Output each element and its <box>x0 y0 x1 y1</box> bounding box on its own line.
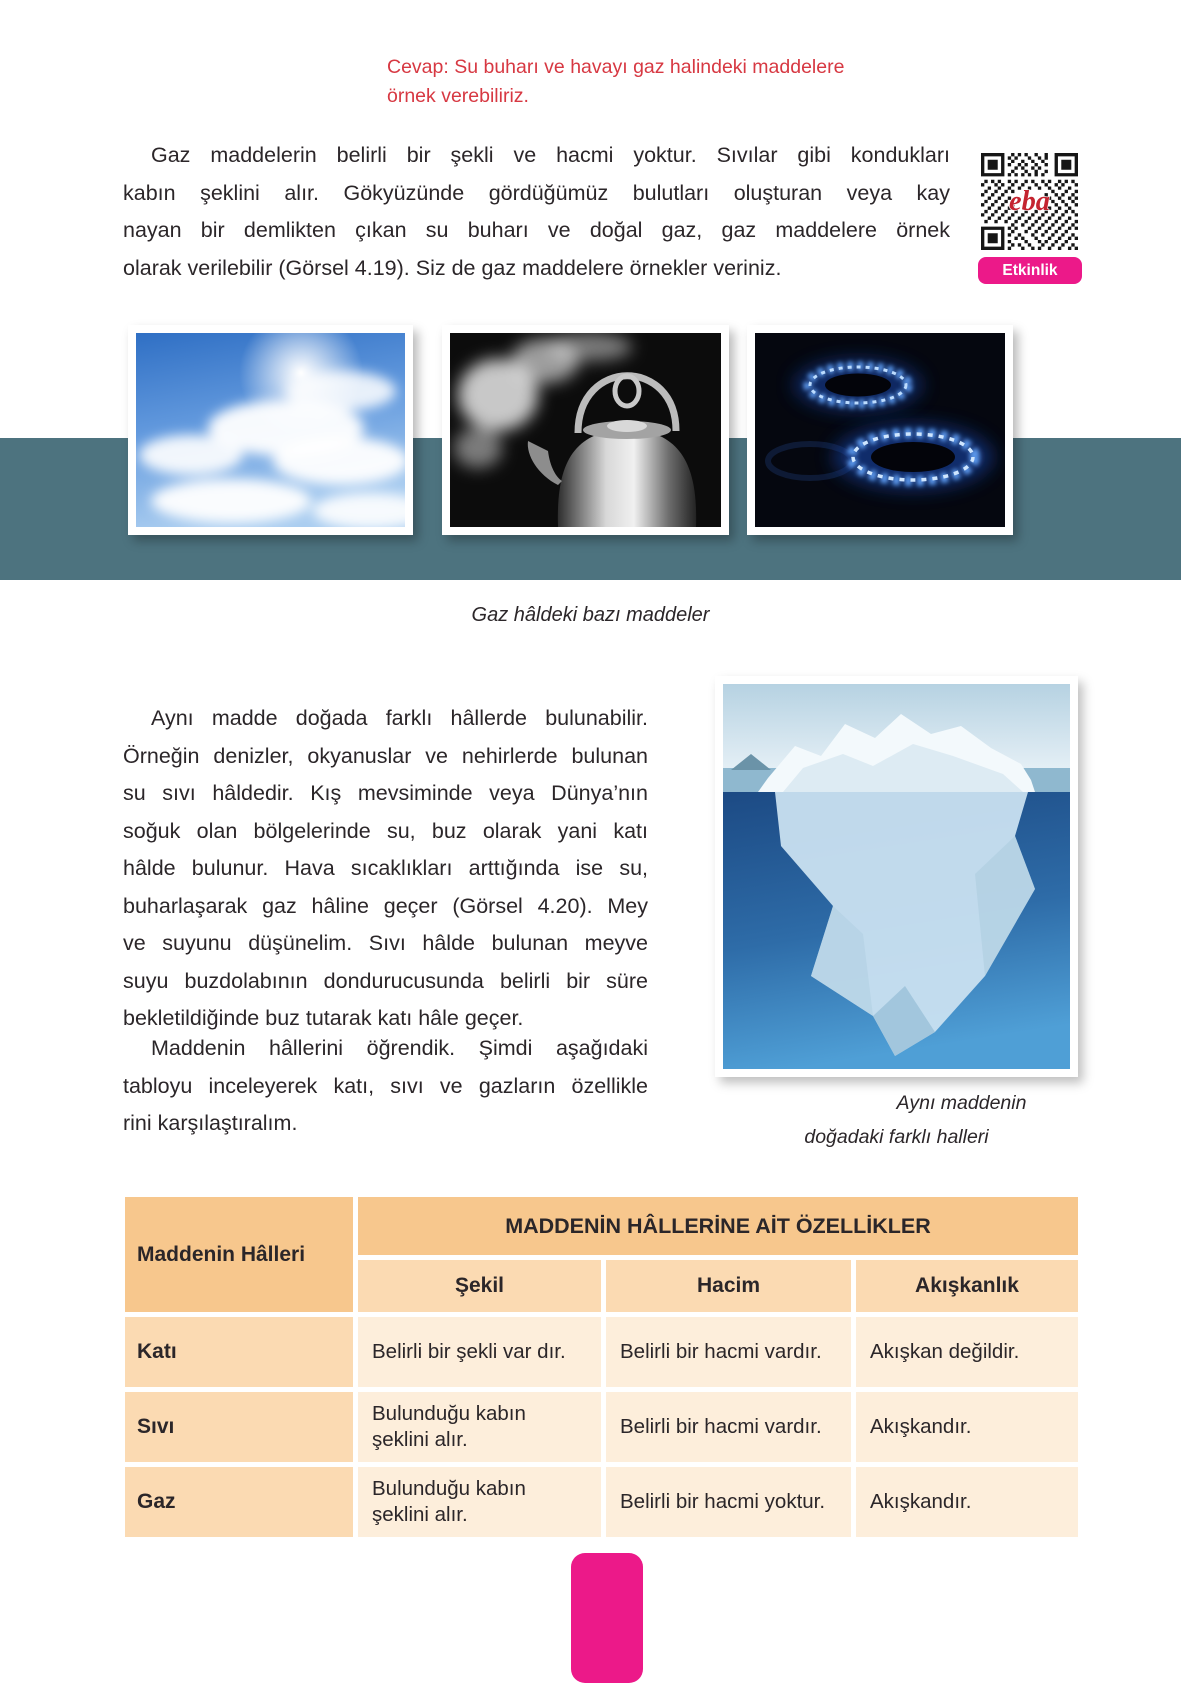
text-line: örnek verebiliriz. <box>387 85 529 107</box>
text-line: kabın şeklini alır. Gökyüzünde gördüğümüz bulutları oluşturan veya kay <box>123 180 950 205</box>
cell-kati-hacim: Belirli bir hacmi vardır. <box>606 1317 851 1387</box>
text-line: Cevap: Su buharı ve havayı gaz halindeki maddelere <box>387 56 845 78</box>
text-line: soğuk olan bölgelerinde su, buz olarak yani katı <box>123 818 648 843</box>
col-header-hacim: Hacim <box>606 1260 851 1312</box>
text-line: bekletildiğinde buz tutarak katı hâle geçer. <box>123 1006 524 1030</box>
text-line: Aynı madde doğada farklı hâllerde bulunabilir. <box>151 706 648 730</box>
states-table <box>125 1197 1078 1537</box>
col-header-akiskanlik: Akışkanlık <box>856 1260 1078 1312</box>
text-line: olarak verilebilir (Görsel 4.19). Siz de gaz maddelere örnekler veriniz. <box>123 255 782 280</box>
text-line: rini karşılaştıralım. <box>123 1111 298 1135</box>
cell-gaz-hacim: Belirli bir hacmi yoktur. <box>606 1467 851 1537</box>
cell-gaz-sekil: Bulunduğu kabın şeklini alır. <box>358 1467 601 1537</box>
photo-clouds <box>128 325 413 535</box>
photo-kettle <box>442 325 729 535</box>
etkinlik-button[interactable]: Etkinlik <box>978 257 1082 284</box>
col-header-sekil: Şekil <box>358 1260 601 1312</box>
table-main-header: MADDENİN HÂLLERİNE AİT ÖZELLİKLER <box>358 1197 1078 1255</box>
text-line: buharlaşarak gaz hâline geçer (Görsel 4.20). Mey <box>123 893 648 918</box>
text-line: Maddenin hâllerini öğrendik. Şimdi aşağıdaki <box>151 1036 648 1060</box>
table-corner-header: Maddenin Hâlleri <box>125 1197 353 1312</box>
cell-kati-sekil: Belirli bir şekli var dır. <box>358 1317 601 1387</box>
cell-sivi-hacim: Belirli bir hacmi vardır. <box>606 1392 851 1462</box>
cell-kati-akiskanlik: Akışkan değildir. <box>856 1317 1078 1387</box>
row-label-kati: Katı <box>125 1317 353 1387</box>
cell-gaz-akiskanlik: Akışkandır. <box>856 1467 1078 1537</box>
answer-note <box>387 53 907 111</box>
text-line: suyu buzdolabının dondurucusunda belirli bir süre <box>123 968 648 993</box>
text-line: tabloyu inceleyerek katı, sıvı ve gazların özellikle <box>123 1073 648 1098</box>
page-tab <box>571 1553 643 1683</box>
cell-sivi-sekil: Bulunduğu kabın şeklini alır. <box>358 1392 601 1462</box>
eba-activity-block <box>978 153 1082 284</box>
text-line: su sıvı hâldedir. Kış mevsiminde veya Dünya’nın <box>123 781 648 805</box>
text-line: doğadaki farklı halleri <box>804 1126 989 1148</box>
cell-sivi-akiskanlik: Akışkandır. <box>856 1392 1078 1462</box>
table-intro-paragraph <box>123 1030 648 1143</box>
photo-iceberg <box>715 676 1078 1077</box>
qr-code <box>981 153 1078 250</box>
row-label-sivi: Sıvı <box>125 1392 353 1462</box>
text-line: nayan bir demlikten çıkan su buharı ve doğal gaz, gaz maddelere örnek <box>123 218 950 242</box>
gas-figures-caption: Gaz hâldeki bazı maddeler <box>471 604 710 626</box>
photo-gas-stove <box>747 325 1013 535</box>
iceberg-caption <box>715 1086 1078 1154</box>
text-line: Aynı maddenin <box>896 1092 1027 1114</box>
eba-logo: eba <box>1008 185 1051 217</box>
intro-paragraph <box>123 137 950 287</box>
text-line: ve suyunu düşünelim. Sıvı hâlde bulunan meyve <box>123 931 648 955</box>
text-line: Örneğin denizler, okyanuslar ve nehirlerde bulunan <box>123 743 648 768</box>
text-line: hâlde bulunur. Hava sıcaklıkları arttığında ise su, <box>123 856 648 880</box>
text-line: Gaz maddelerin belirli bir şekli ve hacmi yoktur. Sıvılar gibi kondukları <box>151 143 950 167</box>
row-label-gaz: Gaz <box>125 1467 353 1537</box>
states-paragraph <box>123 700 648 1038</box>
